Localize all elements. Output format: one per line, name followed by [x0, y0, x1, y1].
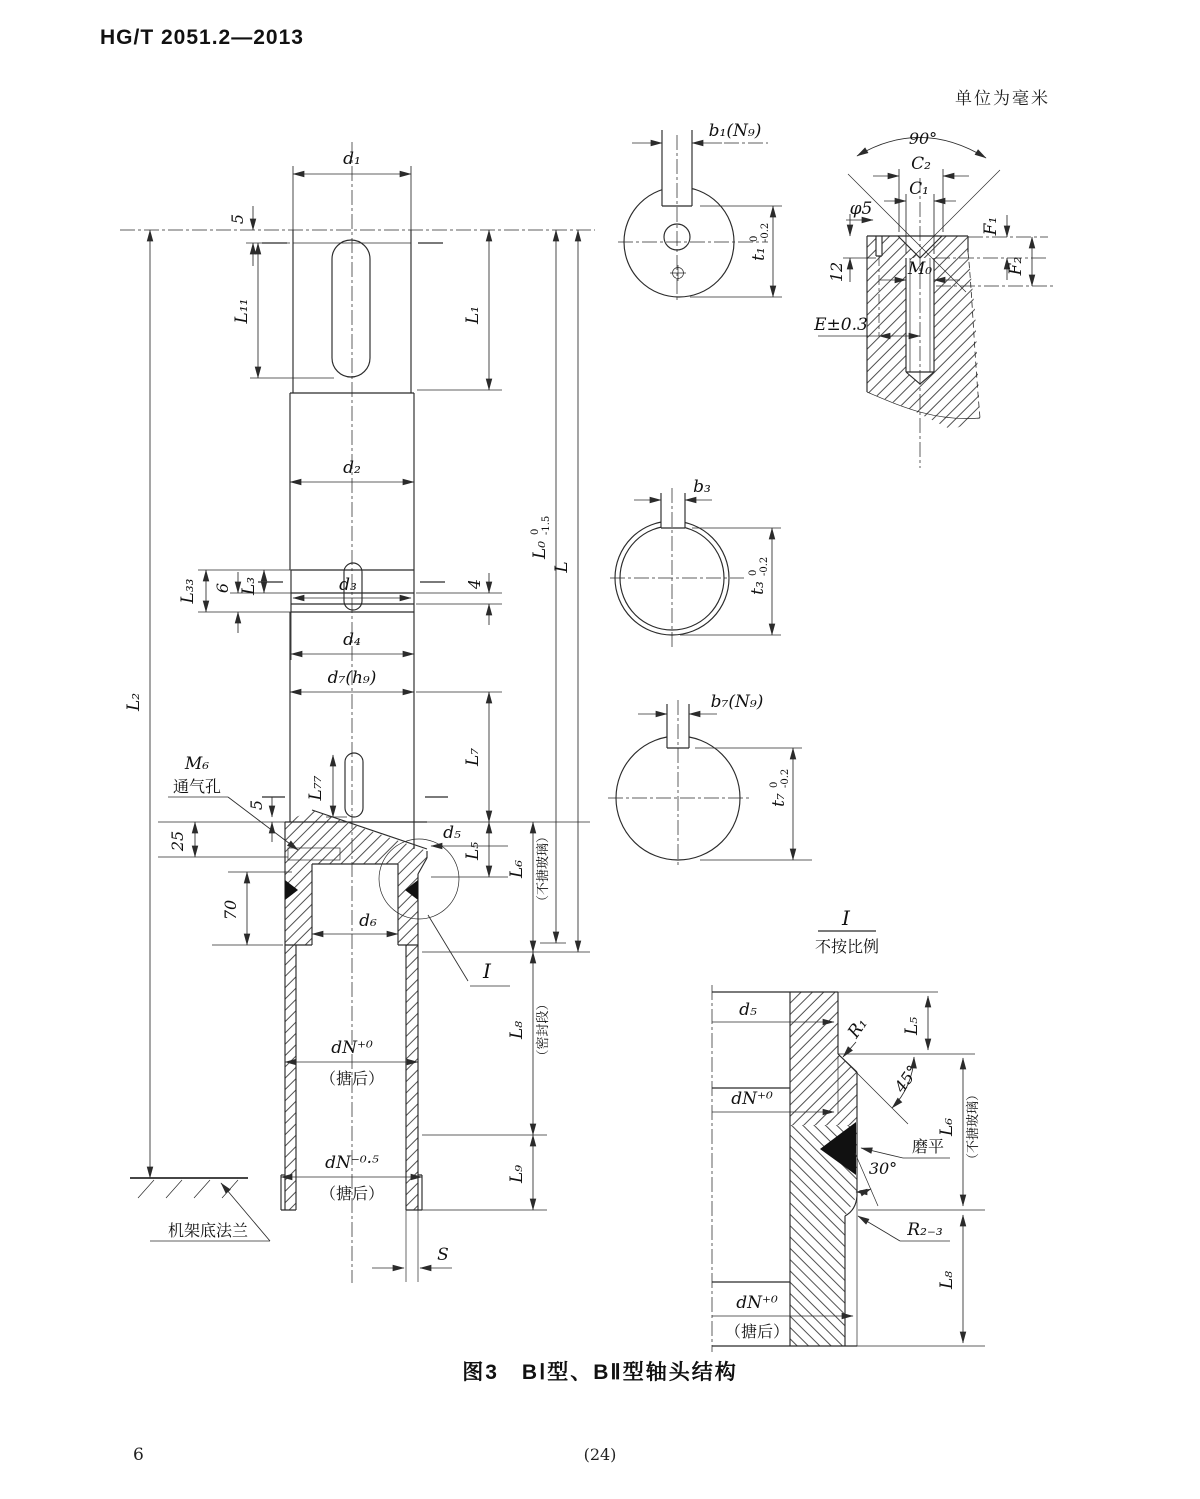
- label-R2-3: R₂₋₃: [907, 1220, 943, 1240]
- label-L5: [463, 842, 483, 861]
- label-L1: [463, 306, 483, 325]
- svg-text:70: 70: [221, 899, 240, 921]
- svg-text:L₂: L₂: [124, 692, 144, 712]
- label-L8-note: [535, 997, 550, 1062]
- hub-top-detail-view: [813, 129, 1056, 468]
- label-70: [221, 900, 240, 920]
- label-detail-L6: [937, 1118, 957, 1137]
- label-F2: [1006, 257, 1026, 277]
- svg-text:t₃: t₃: [748, 581, 768, 595]
- svg-text:-0.2: -0.2: [759, 556, 770, 576]
- svg-text:L₃₃: L₃₃: [178, 578, 198, 604]
- page-number-left: 6: [133, 1445, 144, 1465]
- svg-text:4: 4: [465, 578, 484, 590]
- label-L: [552, 561, 572, 573]
- label-b1: b₁(N₉): [708, 121, 762, 141]
- label-E: E±0.3: [814, 315, 868, 335]
- svg-text:0: 0: [769, 781, 780, 788]
- label-detail-ref: I: [483, 959, 491, 983]
- detail-i-reference-note: [815, 906, 879, 956]
- svg-text:L₆: L₆: [937, 1117, 957, 1137]
- glass-lining-band: [845, 1196, 857, 1346]
- svg-text:5: 5: [247, 799, 266, 811]
- ground-symbol: [130, 1178, 270, 1241]
- label-not-to-scale: 不按比例: [814, 939, 880, 956]
- svg-text:-0.2: -0.2: [780, 768, 791, 788]
- label-5-mid: [247, 800, 266, 810]
- svg-text:F₂: F₂: [1006, 256, 1026, 276]
- label-30deg: 30°: [868, 1159, 898, 1178]
- label-vent-hole: 通气孔: [172, 779, 222, 796]
- svg-text:t₁: t₁: [749, 247, 769, 261]
- label-L11: [232, 299, 252, 325]
- label-detail-L6-note: [965, 1088, 980, 1166]
- label-F1: [981, 217, 1001, 237]
- label-L77: [306, 775, 326, 801]
- section-view-b7: [608, 692, 812, 868]
- detail-i-view: [712, 985, 985, 1352]
- label-C2: C₂: [911, 154, 931, 174]
- label-25: [168, 831, 187, 852]
- label-dN-top: dN⁺⁰: [331, 1038, 373, 1058]
- label-d1: d₁: [343, 149, 361, 169]
- label-d6: d₆: [359, 911, 377, 931]
- label-L7: [463, 748, 483, 767]
- label-L9: [507, 1165, 527, 1184]
- label-detail-L8: [937, 1271, 957, 1290]
- label-t1: [749, 223, 771, 261]
- svg-text:L₆: L₆: [507, 859, 527, 879]
- svg-text:L₁: L₁: [463, 305, 483, 325]
- svg-text:L₅: L₅: [463, 841, 483, 861]
- svg-text:0: 0: [530, 528, 541, 535]
- label-b7: b₇(N₉): [710, 692, 764, 712]
- label-b3: b₃: [693, 477, 711, 497]
- svg-text:（不搪玻璃）: （不搪玻璃）: [965, 1087, 980, 1167]
- svg-text:L₈: L₈: [507, 1020, 527, 1040]
- label-t7: [769, 769, 791, 807]
- svg-text:-1.5: -1.5: [541, 515, 552, 535]
- label-detail-L5: [902, 1017, 922, 1036]
- label-grind-flat: 磨平: [911, 1139, 945, 1156]
- svg-text:R₁: R₁: [844, 1014, 872, 1042]
- label-dN-bottom: dN⁻⁰·⁵: [325, 1153, 379, 1173]
- label-d5: d₅: [443, 823, 461, 843]
- svg-text:0: 0: [748, 569, 759, 576]
- page-number-center: (24): [583, 1445, 617, 1464]
- label-4: [465, 579, 484, 590]
- label-M6: M₆: [184, 754, 210, 774]
- keyway-slot-lower: [345, 753, 363, 817]
- svg-text:L₁₁: L₁₁: [232, 298, 252, 324]
- main-shaft-outline: [258, 230, 448, 849]
- label-detail-lined: （搪后）: [724, 1324, 790, 1341]
- section-view-b1: [618, 121, 782, 302]
- svg-text:F₁: F₁: [981, 216, 1001, 236]
- label-lined-1: （搪后）: [319, 1071, 385, 1088]
- svg-text:t₇: t₇: [769, 793, 789, 807]
- section-view-b3: [610, 477, 781, 648]
- svg-text:5: 5: [228, 213, 247, 225]
- label-detail-d5: d₅: [739, 1000, 757, 1020]
- main-shaft-view: [120, 142, 595, 1283]
- svg-text:（密封段）: （密封段）: [535, 997, 550, 1063]
- svg-text:（不搪玻璃）: （不搪玻璃）: [535, 829, 550, 909]
- svg-text:25: 25: [168, 830, 187, 852]
- centerlines: [120, 142, 595, 1283]
- figure-caption: 图3 BⅠ型、BⅡ型轴头结构: [462, 1361, 738, 1384]
- svg-text:L₉: L₉: [507, 1164, 527, 1184]
- label-d7h9: d₇(h₉): [327, 668, 377, 688]
- label-detail-dN2: dN⁺⁰: [736, 1293, 778, 1313]
- svg-text:0: 0: [749, 235, 760, 242]
- units-note: 单位为毫米: [955, 89, 1050, 108]
- main-dimensions: [124, 149, 590, 1268]
- label-R1: [844, 1014, 872, 1042]
- svg-text:L₈: L₈: [937, 1270, 957, 1290]
- label-L6: [507, 860, 527, 879]
- keyway-slot-upper: [332, 240, 370, 377]
- svg-text:-0.2: -0.2: [760, 222, 771, 242]
- label-M0: M₀: [907, 259, 933, 279]
- label-C1: C₁: [909, 179, 929, 199]
- standard-number: HG/T 2051.2—2013: [100, 26, 304, 49]
- label-d2: d₂: [343, 458, 361, 478]
- svg-text:L₅: L₅: [902, 1016, 922, 1036]
- svg-text:L: L: [552, 561, 572, 573]
- label-S: S: [437, 1245, 449, 1265]
- label-frame-flange: 机架底法兰: [167, 1223, 249, 1240]
- label-note-ref: I: [842, 906, 850, 930]
- label-L33: [178, 578, 198, 604]
- label-lined-2: （搪后）: [319, 1186, 385, 1203]
- label-L6-note: [535, 830, 550, 908]
- label-L3: [239, 577, 259, 596]
- svg-text:6: 6: [213, 582, 232, 594]
- label-L2: [124, 693, 144, 712]
- label-90deg: 90°: [908, 129, 938, 148]
- svg-text:L₇₇: L₇₇: [306, 775, 326, 801]
- label-6: [213, 583, 232, 593]
- svg-text:L₀: L₀: [530, 540, 550, 560]
- label-d3: d₃: [339, 575, 357, 595]
- label-45deg: [890, 1062, 922, 1097]
- label-phi5: φ5: [849, 199, 873, 219]
- label-d4: d₄: [343, 630, 361, 650]
- svg-text:L₇: L₇: [463, 747, 483, 767]
- label-t3: [748, 557, 770, 595]
- svg-text:45°: 45°: [890, 1061, 923, 1096]
- label-L8: [507, 1021, 527, 1040]
- svg-text:L₃: L₃: [239, 576, 259, 596]
- label-L0: [530, 516, 552, 560]
- label-5-top: [228, 214, 247, 224]
- svg-text:12: 12: [827, 261, 846, 283]
- label-12: [827, 262, 846, 282]
- label-detail-dN: dN⁺⁰: [731, 1089, 773, 1109]
